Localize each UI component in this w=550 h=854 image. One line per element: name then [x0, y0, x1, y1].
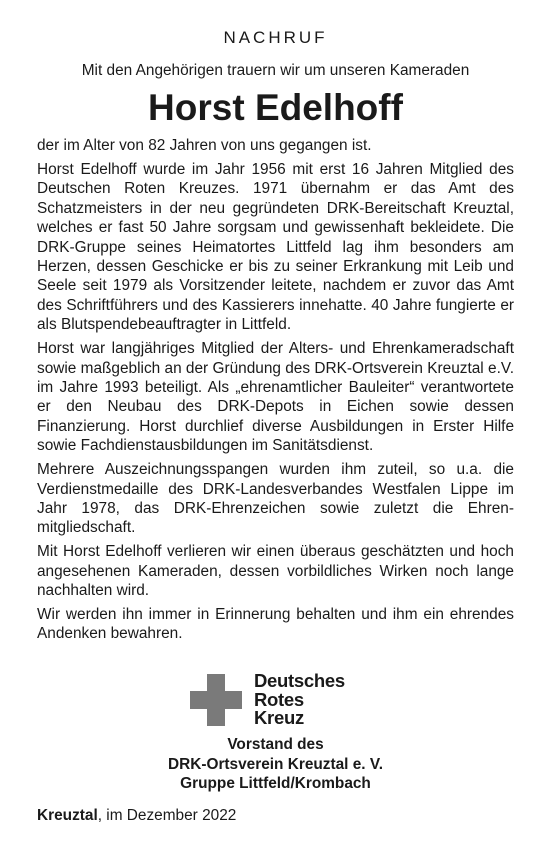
age-line: der im Alter von 82 Jahren von uns gegangen ist. — [37, 137, 372, 154]
logo-line: Deutsches — [254, 670, 345, 691]
paragraph: Horst war langjähriges Mitglied der Alters- und Ehrenkameradschaft sowie maßgeblich an der Gründung des DRK-Ortsverein Kreuztal e.V. im Jahre 1993 beteiligt. Als „ehrenamtlicher Bauleiter“ verantwortete er den Neubau des DRK-Depots in Eichen sowie dessen Finanzierung. Horst durchlief diverse Ausbildungen in Erster Hilfe sowie Fachdienstausbildungen im Sanitätsdienst. — [37, 340, 514, 455]
place-name: Kreuztal — [37, 807, 98, 824]
signature-block — [37, 735, 514, 794]
notice-heading: NACHRUF — [223, 28, 328, 47]
intro-line: Mit den Angehörigen trauern wir um unseren Kameraden — [81, 62, 470, 79]
logo-wordmark — [254, 672, 345, 728]
signature-line: DRK-Ortsverein Kreuztal e. V. — [168, 755, 383, 773]
signature-line: Vorstand des — [227, 736, 324, 753]
logo-line: Rotes — [254, 688, 304, 710]
deceased-name: Horst Edelhoff — [148, 87, 403, 128]
paragraph: Wir werden ihn immer in Erinnerung behalten und ihm ein ehrendes Andenken bewahren. — [37, 605, 514, 643]
paragraph: Horst Edelhoff wurde im Jahr 1956 mit erst 16 Jahren Mitglied des Deutschen Roten Kreuzes. 1971 übernahm er das Amt des Schatzmeisters in der neu gegründeten DRK-Bereitschaft Kreuztal, welches er fast 50 Jahre sorgsam und gewissenhaft bekleidete. Die DRK-Gruppe seines Heimatortes Littfeld lag ihm besonders am Herzen, dessen Geschicke er bis zu seiner Erkrankung mit Leib und Seele seit 1979 als Vorsitzender leitete, nachdem er zuvor das Amt des Schriftführers und des Kassierers innehatte. 40 Jahre fungierte er als Blutspendebeauftragter in Littfeld. — [37, 161, 514, 334]
paragraph: Mit Horst Edelhoff verlieren wir einen überaus geschätzten und hoch angesehenen Kameraden, dessen vorbildliches Wirken noch lange nachhalten wird. — [37, 543, 514, 600]
paragraph: Mehrere Auszeichnungsspangen wurden ihm zuteil, so u.a. die Verdienstmedaille des DRK-Landesverbandes Westfalen Lippe im Jahr 1978, das DRK-Ehrenzeichen sowie zuletzt die Ehrenmitgliedschaft. — [37, 461, 514, 537]
obituary-body — [37, 160, 514, 648]
date-text: , im Dezember 2022 — [97, 807, 237, 824]
drk-logo — [190, 672, 370, 728]
place-date — [37, 806, 236, 826]
logo-line: Kreuz — [254, 707, 304, 728]
red-cross-icon — [190, 674, 242, 726]
signature-line: Gruppe Littfeld/Krombach — [180, 775, 371, 792]
